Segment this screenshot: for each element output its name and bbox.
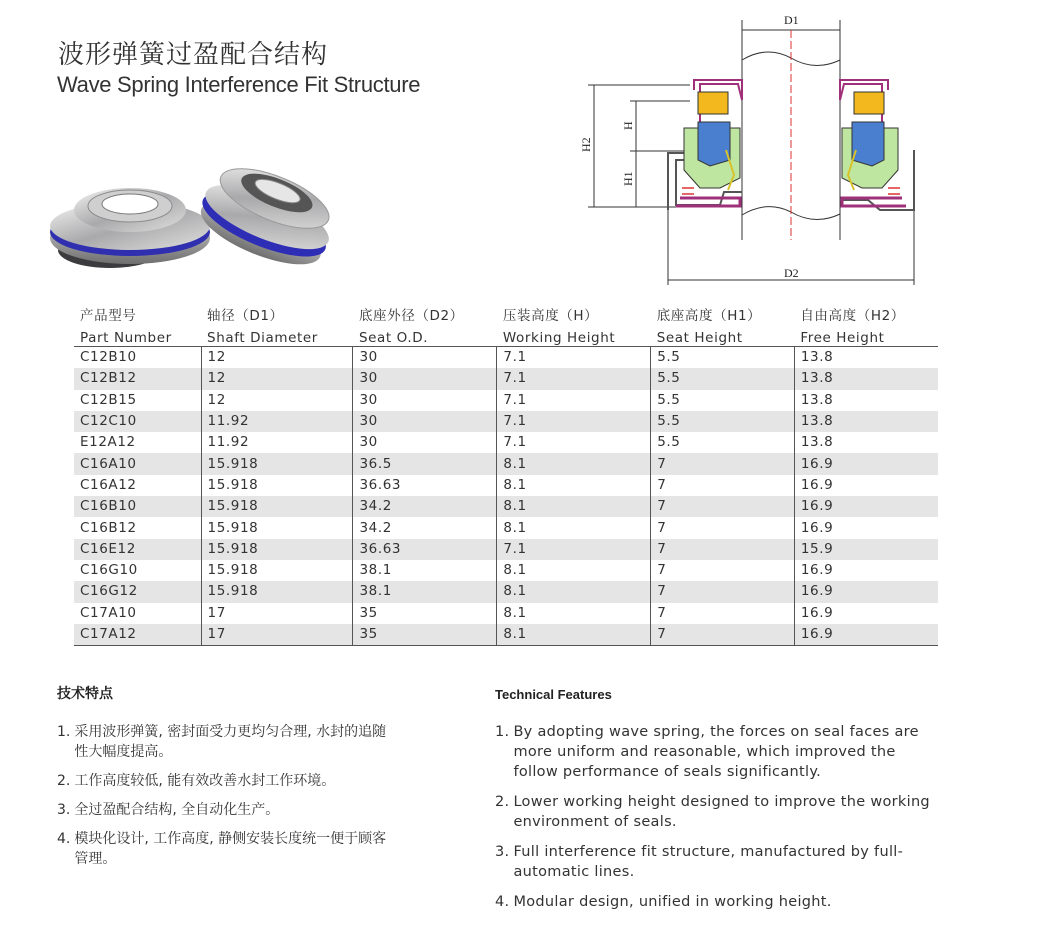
table-cell: 35 xyxy=(353,603,497,624)
table-cell: 13.8 xyxy=(794,390,938,411)
seal-left xyxy=(50,188,210,268)
feature-item-en: 2. Lower working height designed to improve the working environment of seals. xyxy=(495,794,930,830)
col-header-en: Shaft Diameter xyxy=(201,324,353,347)
col-header-en: Free Height xyxy=(794,324,938,347)
header-row-en xyxy=(74,324,938,347)
table-cell: C16G10 xyxy=(80,562,138,579)
table-cell: 7 xyxy=(651,475,795,496)
features-heading-cn: 技术特点 xyxy=(57,686,113,702)
feature-item-en: 4. Modular design, unified in working height. xyxy=(495,894,832,910)
table-row xyxy=(74,390,938,411)
table-cell: 8.1 xyxy=(497,453,651,474)
table-cell: 7.1 xyxy=(497,368,651,389)
feature-item-cn: 4. 模块化设计, 工作高度, 静侧安装长度统一便于顾客管理。 xyxy=(57,831,387,867)
table-cell: 5.5 xyxy=(651,390,795,411)
table-cell: 16.9 xyxy=(794,560,938,581)
table-cell: 7 xyxy=(651,624,795,646)
table-cell: C16A12 xyxy=(80,476,137,493)
col-header-en: Part Number xyxy=(74,324,201,347)
seal-right xyxy=(191,153,344,278)
table-cell: 36.63 xyxy=(353,475,497,496)
table-cell: 30 xyxy=(353,432,497,453)
table-cell: 7 xyxy=(651,560,795,581)
table-cell: 12 xyxy=(201,347,353,369)
header-row-cn xyxy=(74,300,938,324)
table-cell: 7.1 xyxy=(497,411,651,432)
table-cell: 34.2 xyxy=(353,517,497,538)
table-cell: 13.8 xyxy=(794,368,938,389)
table-cell: 15.918 xyxy=(201,475,353,496)
col-header-en: Working Height xyxy=(497,324,651,347)
table-cell: 17 xyxy=(201,624,353,646)
table-row xyxy=(74,603,938,624)
table-cell: C12B15 xyxy=(80,391,137,408)
table-row xyxy=(74,581,938,602)
table-cell: C12B10 xyxy=(80,349,137,366)
table-cell: 30 xyxy=(353,411,497,432)
features-list-cn xyxy=(57,722,397,878)
col-header-cn: 产品型号 xyxy=(80,308,137,324)
col-header-cn: 压装高度（H） xyxy=(502,308,599,324)
table-cell: 5.5 xyxy=(651,432,795,453)
table-cell: 17 xyxy=(201,603,353,624)
col-header-cn: 自由高度（H2） xyxy=(800,308,905,324)
table-cell: 13.8 xyxy=(794,347,938,369)
table-cell: 5.5 xyxy=(651,368,795,389)
table-cell: 5.5 xyxy=(651,411,795,432)
table-cell: 15.918 xyxy=(201,560,353,581)
features-list-en xyxy=(495,722,940,922)
table-cell: 16.9 xyxy=(794,603,938,624)
spec-table xyxy=(74,300,938,646)
label-d1: D1 xyxy=(784,13,799,27)
label-h2: H2 xyxy=(579,137,593,152)
table-cell: 7.1 xyxy=(497,347,651,369)
table-cell: C17A10 xyxy=(80,604,137,621)
table-cell: 15.918 xyxy=(201,453,353,474)
table-row xyxy=(74,624,938,646)
table-cell: C16B10 xyxy=(74,496,201,517)
label-h1: H1 xyxy=(621,171,635,186)
table-cell: 38.1 xyxy=(353,581,497,602)
table-cell: 11.92 xyxy=(201,432,353,453)
table-cell: 16.9 xyxy=(794,624,938,646)
page-title-cn: 波形弹簧过盈配合结构 xyxy=(58,40,329,70)
table-cell: 16.9 xyxy=(794,496,938,517)
col-header-cn: 轴径（D1） xyxy=(207,308,284,324)
table-cell: 15.918 xyxy=(201,539,353,560)
cross-section-diagram xyxy=(572,8,932,290)
table-cell: 8.1 xyxy=(497,496,651,517)
table-cell: 7 xyxy=(651,539,795,560)
table-cell: 13.8 xyxy=(794,411,938,432)
table-cell: 15.918 xyxy=(201,581,353,602)
table-cell: 34.2 xyxy=(353,496,497,517)
table-cell: 30 xyxy=(353,347,497,369)
table-cell: 7 xyxy=(651,496,795,517)
seal-product-photo xyxy=(50,140,350,290)
table-cell: 15.918 xyxy=(201,517,353,538)
col-header-en: Seat O.D. xyxy=(353,324,497,347)
table-cell: 8.1 xyxy=(497,581,651,602)
table-cell: C12B12 xyxy=(74,368,201,389)
table-row xyxy=(74,517,938,538)
table-cell: 16.9 xyxy=(794,581,938,602)
table-cell: 35 xyxy=(353,624,497,646)
table-cell: 7 xyxy=(651,581,795,602)
table-cell: C12C10 xyxy=(74,411,201,432)
table-row xyxy=(74,347,938,369)
col-header-cn: 底座外径（D2） xyxy=(358,308,464,324)
table-cell: 8.1 xyxy=(497,560,651,581)
table-cell: 15.918 xyxy=(201,496,353,517)
table-cell: 12 xyxy=(201,368,353,389)
table-cell: 7 xyxy=(651,453,795,474)
col-header-en: Seat Height xyxy=(651,324,795,347)
table-cell: 15.9 xyxy=(794,539,938,560)
table-cell: C17A12 xyxy=(74,624,201,646)
table-cell: C16G12 xyxy=(74,581,201,602)
table-cell: 16.9 xyxy=(794,475,938,496)
label-d2: D2 xyxy=(784,266,799,280)
table-cell: 30 xyxy=(353,390,497,411)
table-cell: C16E12 xyxy=(74,539,201,560)
table-cell: 8.1 xyxy=(497,624,651,646)
feature-item-cn: 1. 采用波形弹簧, 密封面受力更均匀合理, 水封的追随性大幅度提高。 xyxy=(57,724,387,760)
table-cell: 36.63 xyxy=(353,539,497,560)
features-heading-en: Technical Features xyxy=(495,687,612,702)
table-cell: 7.1 xyxy=(497,390,651,411)
table-cell: 30 xyxy=(353,368,497,389)
table-cell: C16B12 xyxy=(80,519,137,536)
table-row xyxy=(74,432,938,453)
table-cell: 8.1 xyxy=(497,475,651,496)
table-cell: 12 xyxy=(201,390,353,411)
feature-item-en: 1. By adopting wave spring, the forces on seal faces are more uniform and reasonable, which improved the follow performance of seals significantly. xyxy=(495,724,919,780)
page-title-en: Wave Spring Interference Fit Structure xyxy=(57,72,421,97)
table-cell: 13.8 xyxy=(794,432,938,453)
table-cell: C16A10 xyxy=(74,453,201,474)
table-row xyxy=(74,496,938,517)
table-row xyxy=(74,539,938,560)
table-cell: 7.1 xyxy=(497,432,651,453)
table-cell: 11.92 xyxy=(201,411,353,432)
table-row xyxy=(74,453,938,474)
table-cell: 8.1 xyxy=(497,517,651,538)
table-row xyxy=(74,411,938,432)
label-h: H xyxy=(621,121,635,130)
table-cell: 16.9 xyxy=(794,517,938,538)
table-cell: 38.1 xyxy=(353,560,497,581)
table-row xyxy=(74,475,938,496)
table-row xyxy=(74,368,938,389)
col-header-cn: 底座高度（H1） xyxy=(656,308,762,324)
table-cell: 7.1 xyxy=(497,539,651,560)
table-cell: 7 xyxy=(651,603,795,624)
table-cell: 5.5 xyxy=(651,347,795,369)
table-cell: 7 xyxy=(651,517,795,538)
feature-item-cn: 3. 全过盈配合结构, 全自动化生产。 xyxy=(57,802,280,818)
feature-item-cn: 2. 工作高度较低, 能有效改善水封工作环境。 xyxy=(57,773,336,789)
table-row xyxy=(74,560,938,581)
table-cell: 8.1 xyxy=(497,603,651,624)
table-cell: E12A12 xyxy=(80,434,136,451)
feature-item-en: 3. Full interference fit structure, manufactured by full-automatic lines. xyxy=(495,844,904,880)
table-cell: 36.5 xyxy=(353,453,497,474)
table-cell: 16.9 xyxy=(794,453,938,474)
